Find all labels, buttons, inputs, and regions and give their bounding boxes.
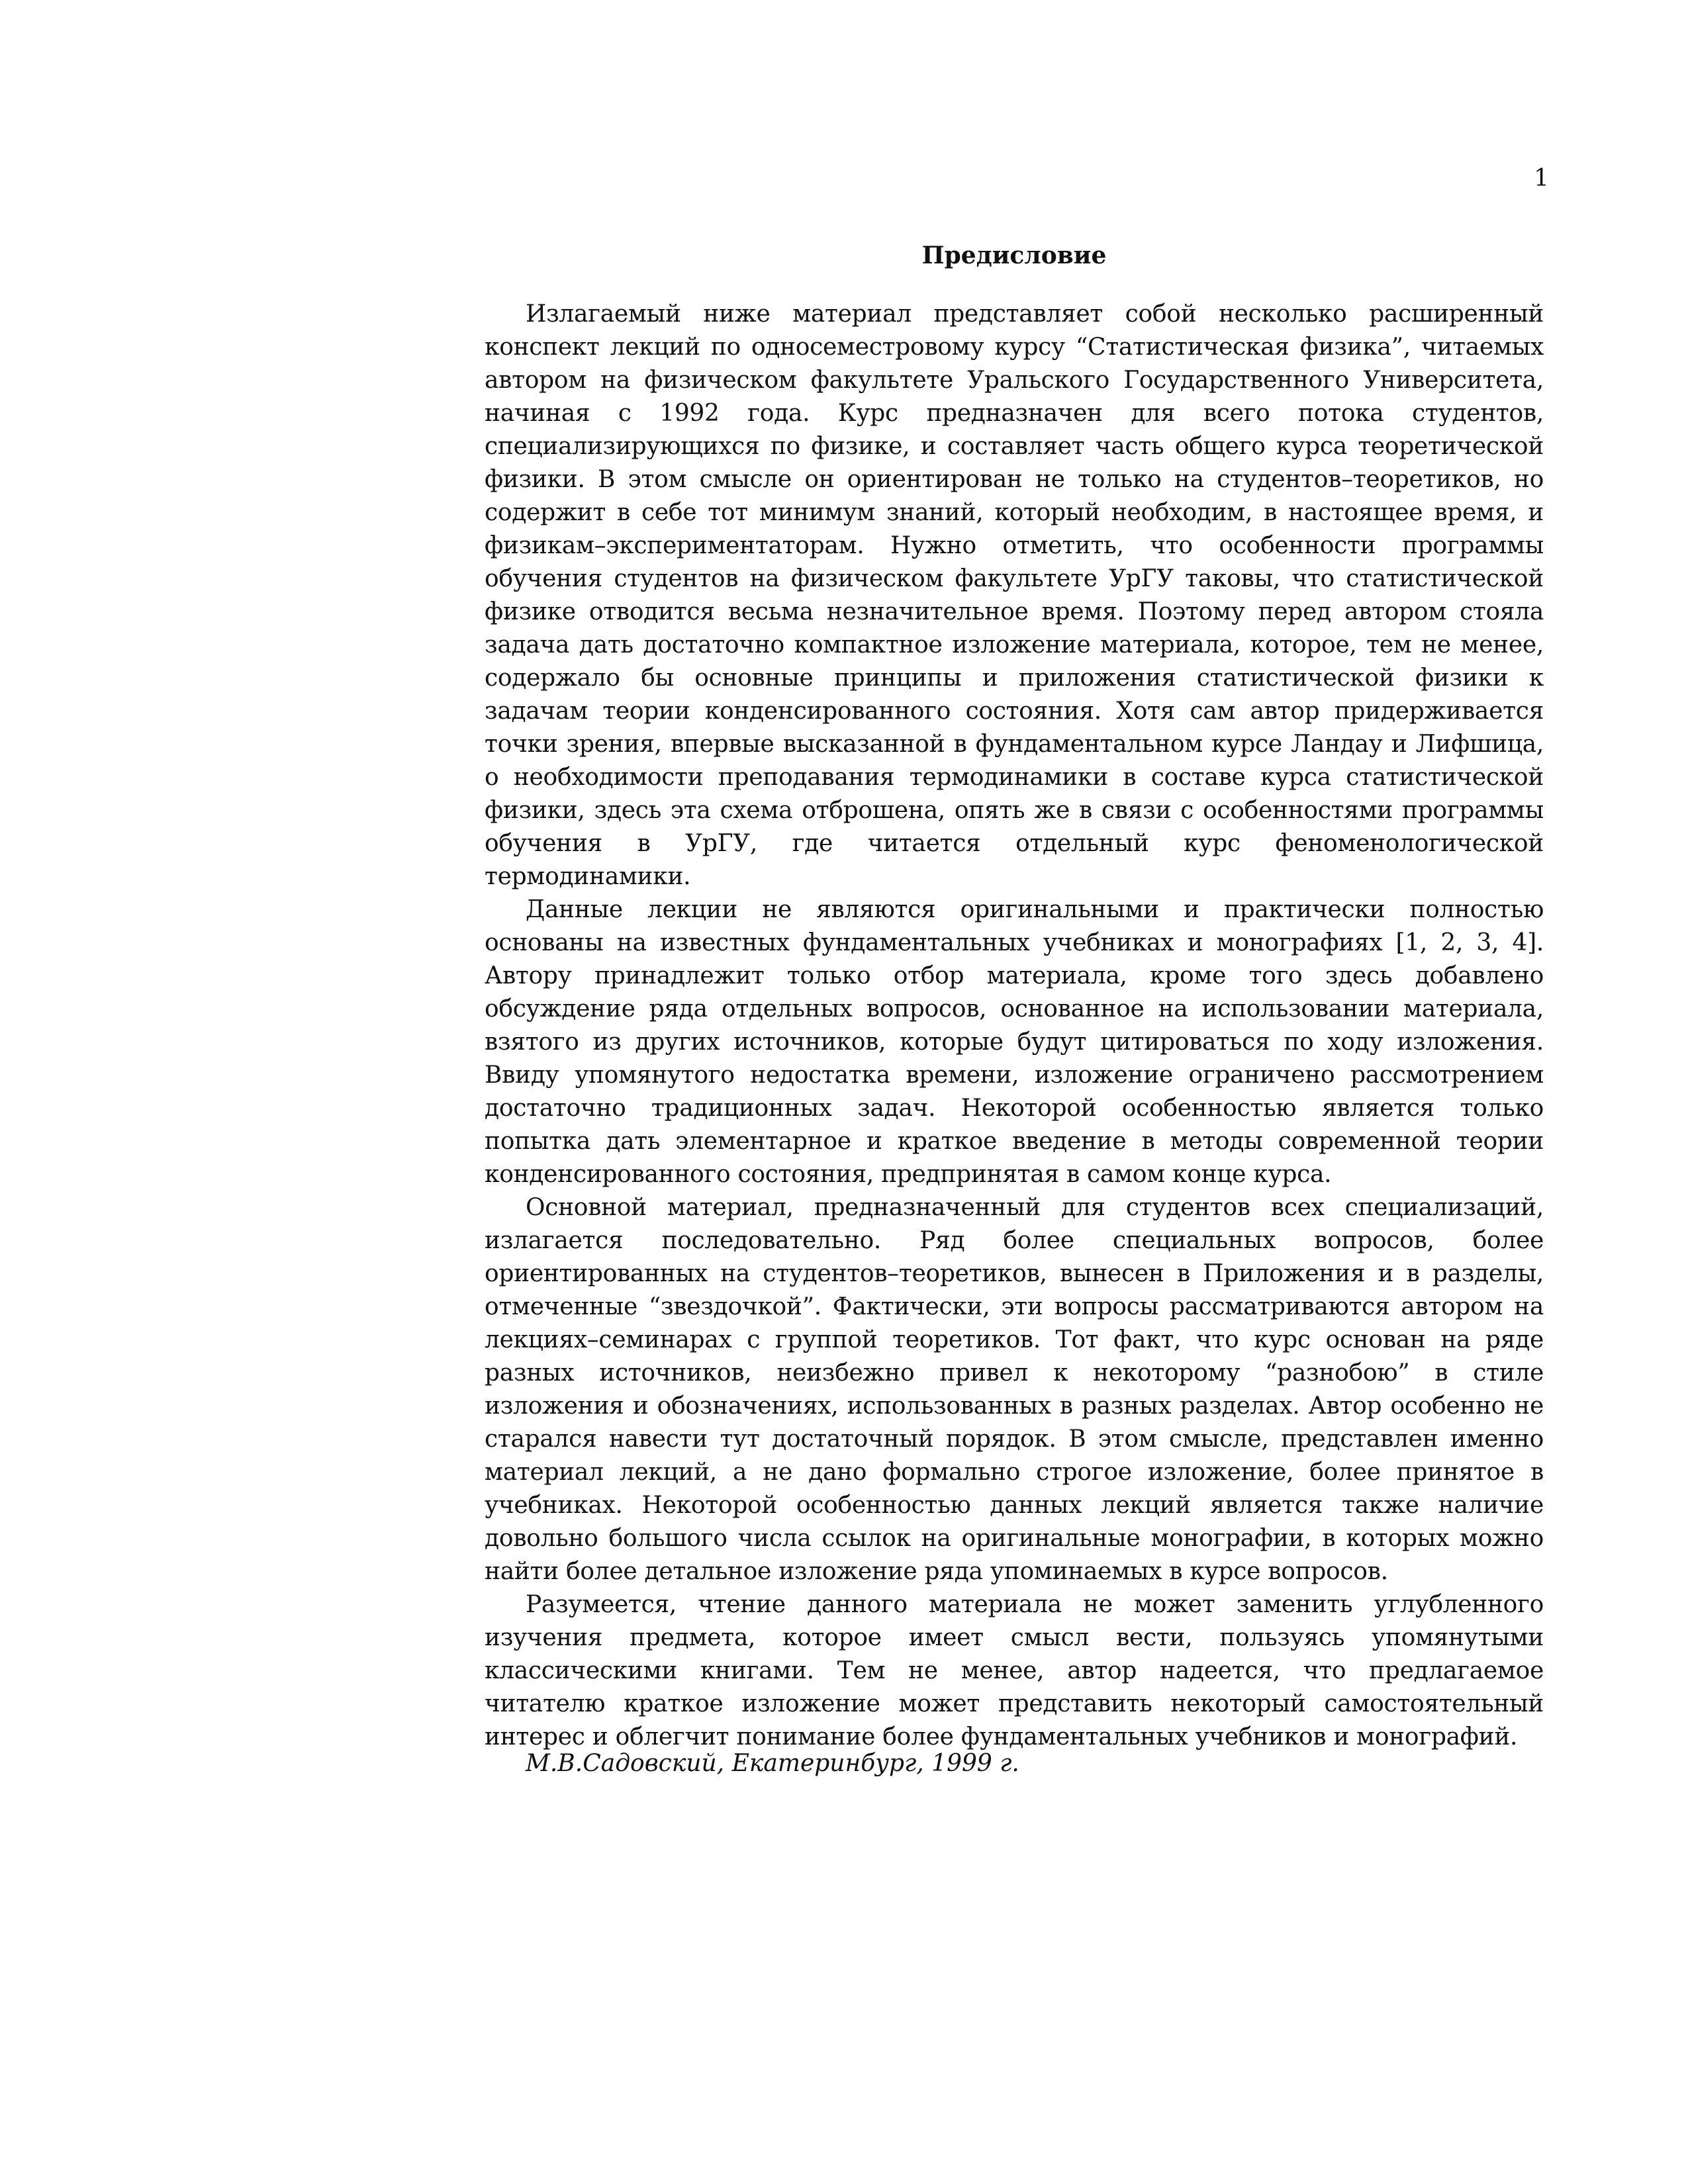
paragraph: Основной материал, предназначенный для студентов всех специализаций, излагается последовательно. Ряд более специальных вопросов, более ориентированных на студентов–теоретиков, вынесен в Приложения и в разделы, отмеченные “звездочкой”. Фактически, эти вопросы рассматриваются автором на лекциях–семинарах с группой теоретиков. Тот факт, что курс основан на ряде разных источников, неизбежно привел к некоторому “разнобою” в стиле изложения и обозначениях, использованных в разных разделах. Автор особенно не старался навести тут достаточный порядок. В этом смысле, представлен именно материал лекций, а не дано формально строгое изложение, более принятое в учебниках. Некоторой особенностью данных лекций является также наличие довольно большого числа ссылок на оригинальные монографии, в которых можно найти более детальное изложение ряда упоминаемых в курсе вопросов. — [485, 1194, 1544, 1585]
paragraph: Излагаемый ниже материал представляет собой несколько расширенный конспект лекций по односеместровому курсу “Статистическая физика”, читаемых автором на физическом факультете Уральского Государственного Университета, начиная с 1992 года. Курс предназначен для всего потока студентов, специализирующихся по физике, и составляет часть общего курса теоретической физики. В этом смысле он ориентирован не только на студентов–теоретиков, но содержит в себе тот минимум знаний, который необходим, в настоящее время, и физикам–экспериментаторам. Нужно отметить, что особенности программы обучения студентов на физическом факультете УрГУ таковы, что статистической физике отводится весьма незначительное время. Поэтому перед автором стояла задача дать достаточно компактное изложение материала, которое, тем не менее, содержало бы основные принципы и приложения статистической физики к задачам теории конденсированного состояния. Хотя сам автор придерживается точки зрения, впервые высказанной в фундаментальном курсе Ландау и Лифшица, о необходимости преподавания термодинамики в составе курса статистической физики, здесь эта схема отброшена, опять же в связи с особенностями программы обучения в УрГУ, где читается отдельный курс феноменологической термодинамики. — [485, 300, 1544, 890]
paragraph: Данные лекции не являются оригинальными и практически полностью основаны на известных фундаментальных учебниках и монографиях [1, 2, 3, 4]. Автору принадлежит только отбор материала, кроме того здесь добавлено обсуждение ряда отдельных вопросов, основанное на использовании материала, взятого из других источников, которые будут цитироваться по ходу изложения. Ввиду упомянутого недостатка времени, изложение ограничено рассмотрением достаточно традиционных задач. Некоторой особенностью является только попытка дать элементарное и краткое введение в методы современной теории конденсированного состояния, предпринятая в самом конце курса. — [485, 896, 1544, 1188]
page-number: 1 — [1534, 165, 1549, 192]
author-signature: М.В.Садовский, Екатеринбург, 1999 г. — [526, 1750, 1019, 1777]
preface-body — [485, 298, 1544, 1754]
page-title: Предисловие — [921, 242, 1107, 269]
paragraph: Разумеется, чтение данного материала не может заменить углубленного изучения предмета, которое имеет смысл вести, пользуясь упомянутыми классическими книгами. Тем не менее, автор надеется, что предлагаемое читателю краткое изложение может представить некоторый самостоятельный интерес и облегчит понимание более фундаментальных учебников и монографий. — [485, 1591, 1544, 1751]
